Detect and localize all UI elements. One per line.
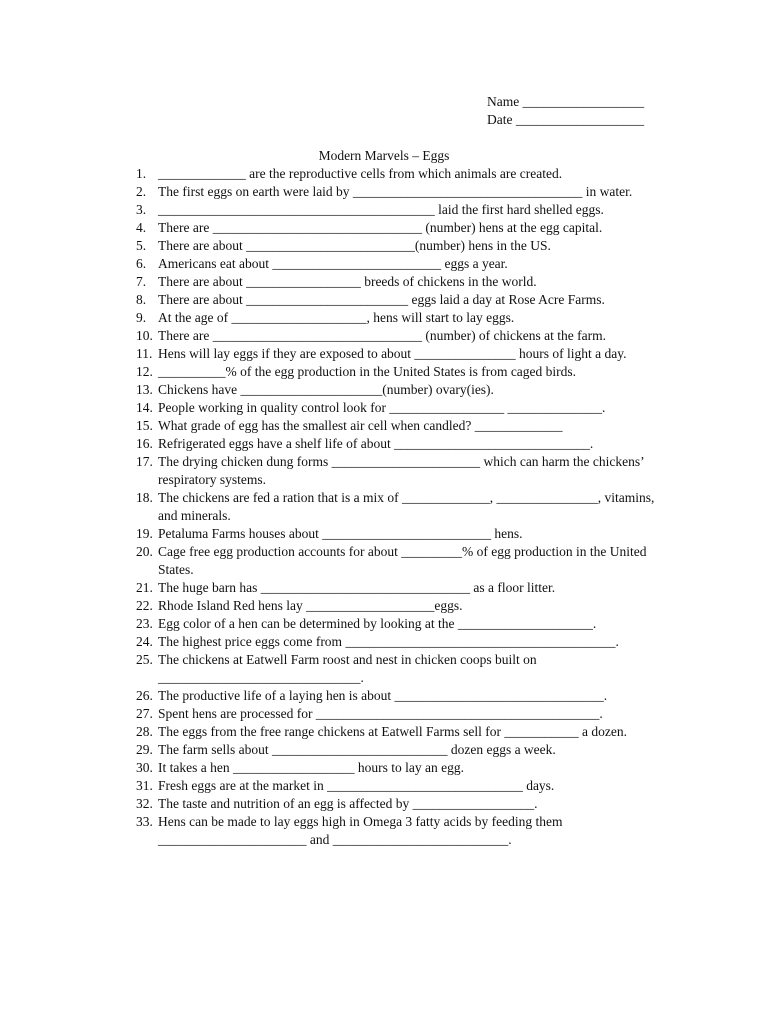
question-4	[136, 219, 656, 237]
question-17	[136, 453, 656, 489]
question-number: 18.	[136, 490, 153, 505]
question-number: 4.	[136, 220, 147, 235]
page-title: Modern Marvels – Eggs	[318, 148, 450, 163]
question-33	[136, 813, 656, 849]
question-number: 25.	[136, 652, 153, 667]
question-number: 5.	[136, 238, 147, 253]
question-number: 23.	[136, 616, 153, 631]
question-29	[136, 741, 656, 759]
question-13	[136, 381, 656, 399]
question-text: Hens can be made to lay eggs high in Omega 3 fatty acids by feeding them ______________________ and __________________________.	[158, 814, 566, 847]
question-2	[136, 183, 656, 201]
question-number: 32.	[136, 796, 153, 811]
question-24	[136, 633, 656, 651]
question-text: The first eggs on earth were laid by __________________________________ in water.	[158, 184, 633, 199]
date-line: Date ___________________	[487, 112, 645, 127]
question-number: 17.	[136, 454, 153, 469]
question-text: _________________________________________ laid the first hard shelled eggs.	[158, 202, 604, 217]
question-text: The chickens at Eatwell Farm roost and nest in chicken coops built on ______________________________.	[158, 652, 541, 685]
question-1	[136, 165, 656, 183]
question-16	[136, 435, 656, 453]
question-text: The taste and nutrition of an egg is affected by __________________.	[158, 796, 538, 811]
question-text: Rhode Island Red hens lay ___________________eggs.	[158, 598, 463, 613]
question-number: 19.	[136, 526, 153, 541]
question-7	[136, 273, 656, 291]
header-name-date	[487, 93, 727, 129]
question-text: What grade of egg has the smallest air cell when candled? _____________	[158, 418, 563, 433]
question-number: 8.	[136, 292, 147, 307]
question-text: The chickens are fed a ration that is a mix of _____________, _______________, vitamins, and minerals.	[158, 490, 658, 523]
question-27	[136, 705, 656, 723]
question-number: 30.	[136, 760, 153, 775]
question-number: 21.	[136, 580, 153, 595]
question-text: Refrigerated eggs have a shelf life of about _____________________________.	[158, 436, 594, 451]
question-number: 15.	[136, 418, 153, 433]
question-25	[136, 651, 656, 687]
question-number: 1.	[136, 166, 147, 181]
question-number: 31.	[136, 778, 153, 793]
question-text: There are about ________________________ eggs laid a day at Rose Acre Farms.	[158, 292, 605, 307]
question-list	[136, 165, 656, 849]
question-number: 24.	[136, 634, 153, 649]
question-text: The highest price eggs come from ________________________________________.	[158, 634, 619, 649]
question-20	[136, 543, 656, 579]
question-text: Hens will lay eggs if they are exposed to about _______________ hours of light a day.	[158, 346, 627, 361]
question-number: 28.	[136, 724, 153, 739]
question-23	[136, 615, 656, 633]
question-10	[136, 327, 656, 345]
question-number: 2.	[136, 184, 147, 199]
question-text: Cage free egg production accounts for about _________% of egg production in the United States.	[158, 544, 650, 577]
question-text: It takes a hen __________________ hours to lay an egg.	[158, 760, 464, 775]
question-text: Egg color of a hen can be determined by looking at the ____________________.	[158, 616, 597, 631]
question-text: People working in quality control look for _________________ ______________.	[158, 400, 606, 415]
question-number: 12.	[136, 364, 153, 379]
question-text: __________% of the egg production in the United States is from caged birds.	[158, 364, 577, 379]
question-text: The farm sells about __________________________ dozen eggs a week.	[158, 742, 556, 757]
question-text: Chickens have _____________________(number) ovary(ies).	[158, 382, 494, 397]
question-12	[136, 363, 656, 381]
question-text: At the age of ____________________, hens will start to lay eggs.	[158, 310, 515, 325]
question-number: 33.	[136, 814, 153, 829]
question-9	[136, 309, 656, 327]
question-text: Spent hens are processed for __________________________________________.	[158, 706, 603, 721]
question-21	[136, 579, 656, 597]
question-number: 27.	[136, 706, 153, 721]
question-26	[136, 687, 656, 705]
question-text: There are _______________________________ (number) hens at the egg capital.	[158, 220, 603, 235]
question-number: 7.	[136, 274, 147, 289]
question-31	[136, 777, 656, 795]
question-number: 20.	[136, 544, 153, 559]
question-18	[136, 489, 656, 525]
question-32	[136, 795, 656, 813]
question-number: 9.	[136, 310, 147, 325]
question-text: The drying chicken dung forms ______________________ which can harm the chickens’ respiratory systems.	[158, 454, 648, 487]
question-22	[136, 597, 656, 615]
question-15	[136, 417, 656, 435]
question-30	[136, 759, 656, 777]
name-line: Name __________________	[487, 94, 645, 109]
question-text: The eggs from the free range chickens at Eatwell Farms sell for ___________ a dozen.	[158, 724, 627, 739]
question-text: There are about _________________________(number) hens in the US.	[158, 238, 551, 253]
question-text: There are about _________________ breeds of chickens in the world.	[158, 274, 537, 289]
question-text: Americans eat about _________________________ eggs a year.	[158, 256, 508, 271]
question-number: 14.	[136, 400, 153, 415]
question-number: 3.	[136, 202, 147, 217]
question-number: 22.	[136, 598, 153, 613]
question-text: The huge barn has _______________________________ as a floor litter.	[158, 580, 556, 595]
question-number: 13.	[136, 382, 153, 397]
question-text: Fresh eggs are at the market in _____________________________ days.	[158, 778, 555, 793]
question-14	[136, 399, 656, 417]
question-text: _____________ are the reproductive cells from which animals are created.	[158, 166, 563, 181]
question-text: The productive life of a laying hen is about _______________________________.	[158, 688, 608, 703]
question-number: 10.	[136, 328, 153, 343]
question-11	[136, 345, 656, 363]
question-text: Petaluma Farms houses about _________________________ hens.	[158, 526, 523, 541]
question-number: 16.	[136, 436, 153, 451]
question-number: 11.	[136, 346, 153, 361]
question-6	[136, 255, 656, 273]
question-number: 6.	[136, 256, 147, 271]
question-19	[136, 525, 656, 543]
question-8	[136, 291, 656, 309]
question-number: 29.	[136, 742, 153, 757]
question-28	[136, 723, 656, 741]
question-5	[136, 237, 656, 255]
question-number: 26.	[136, 688, 153, 703]
question-3	[136, 201, 656, 219]
question-text: There are _______________________________ (number) of chickens at the farm.	[158, 328, 607, 343]
